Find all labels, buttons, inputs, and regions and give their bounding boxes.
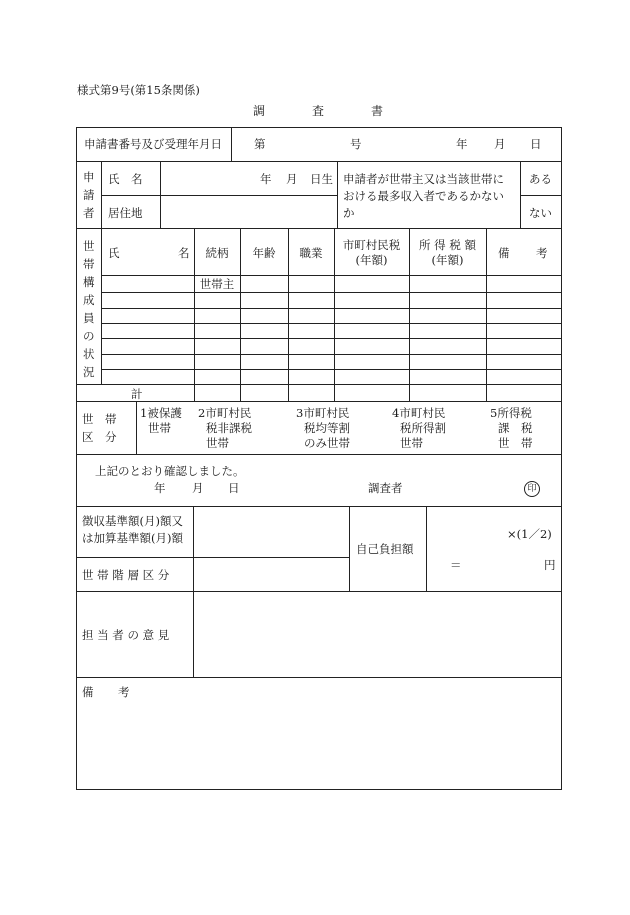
form-frame <box>76 127 562 790</box>
category-label-2: 区 分 <box>82 430 117 444</box>
line-yesno-mid <box>520 195 562 196</box>
col-name-1: 氏 <box>108 246 120 260</box>
total-label: 計 <box>131 387 143 401</box>
col-remarks-1: 備 <box>498 246 510 260</box>
line-burden-inner <box>76 557 349 558</box>
category-opt4-l3: 世帯 <box>400 436 423 450</box>
household-side-2: 帯 <box>83 257 95 271</box>
line-row1-divider <box>231 127 232 161</box>
application-year: 年 <box>456 137 468 151</box>
category-opt2-l3: 世帯 <box>206 436 229 450</box>
col-income-1: 所 得 税 額 <box>419 238 476 252</box>
standard-amount-l2: は加算基準額(月)額 <box>82 531 183 545</box>
line-category-label <box>136 401 137 454</box>
opinion-label: 担 当 者 の 意 見 <box>82 628 170 642</box>
line-household-row6 <box>101 369 562 370</box>
category-opt2-l2: 税非課税 <box>206 421 252 435</box>
line-applicant-bottom <box>76 228 562 229</box>
birth-day: 日生 <box>310 172 333 186</box>
col-age: 年齢 <box>252 246 276 260</box>
applicant-address-label: 居住地 <box>108 206 143 220</box>
line-household-bottom <box>76 401 562 402</box>
line-household-row4 <box>101 338 562 339</box>
household-side-3: 構 <box>83 275 95 289</box>
line-opinion-bottom <box>76 677 562 678</box>
category-opt1-l2: 世帯 <box>148 421 171 435</box>
seal-stamp: 印 <box>524 481 540 497</box>
line-category-bottom <box>76 454 562 455</box>
remarks-label-2: 考 <box>118 685 130 699</box>
line-burden-mid <box>349 506 350 591</box>
answer-no: ない <box>529 206 552 220</box>
confirm-text: 上記のとおり確認しました。 <box>95 464 245 478</box>
inspector-label: 調査者 <box>368 481 403 495</box>
birth-month: 月 <box>286 172 298 186</box>
application-number-label: 申請書番号及び受理年月日 <box>84 137 222 151</box>
confirm-month: 月 <box>192 481 204 495</box>
line-household-row5 <box>101 354 562 355</box>
line-burden-right <box>426 506 427 591</box>
answer-yes: ある <box>529 172 552 186</box>
application-day: 日 <box>530 137 542 151</box>
line-confirm-bottom <box>76 506 562 507</box>
remarks-label-1: 備 <box>82 685 94 699</box>
category-opt5-l1: 5所得税 <box>490 406 532 420</box>
category-opt4-l2: 税所得割 <box>400 421 446 435</box>
title-char-3: 書 <box>371 104 384 118</box>
confirm-year: 年 <box>154 481 166 495</box>
col-remarks-2: 考 <box>536 246 548 260</box>
application-month: 月 <box>494 137 506 151</box>
confirm-day: 日 <box>228 481 240 495</box>
applicant-side-3: 者 <box>83 206 95 220</box>
household-side-8: 況 <box>83 365 95 379</box>
line-household-side <box>101 228 102 384</box>
application-go: 号 <box>350 137 362 151</box>
applicant-side-2: 請 <box>83 188 95 202</box>
category-opt4-l1: 4市町村民 <box>392 406 446 420</box>
line-row1-bottom <box>76 161 562 162</box>
title-char-2: 査 <box>312 104 325 118</box>
col-tax-2: (年額) <box>355 253 388 267</box>
form-number: 様式第9号(第15条関係) <box>77 83 200 97</box>
line-household-row3 <box>101 323 562 324</box>
col-name-2: 名 <box>178 246 190 260</box>
line-applicant-mid <box>101 195 337 196</box>
ratio-text: ×(1／2) <box>507 527 552 541</box>
category-opt2-l1: 2市町村民 <box>198 406 252 420</box>
line-opinion-label <box>193 591 194 677</box>
category-opt3-l3: のみ世帯 <box>304 436 350 450</box>
yen-unit: 円 <box>544 558 556 572</box>
category-opt1-l1: 1被保護 <box>140 406 182 420</box>
line-household-row2 <box>101 308 562 309</box>
line-burden-label <box>193 506 194 591</box>
question-line-3: か <box>343 206 355 220</box>
line-household-row1 <box>101 292 562 293</box>
household-side-6: の <box>83 329 95 343</box>
category-label-1: 世 帯 <box>82 412 117 426</box>
col-job: 職業 <box>299 246 323 260</box>
household-side-7: 状 <box>83 347 95 361</box>
application-dai: 第 <box>254 137 266 151</box>
category-opt3-l1: 3市町村民 <box>296 406 350 420</box>
col-relation: 続柄 <box>205 246 229 260</box>
line-applicant-question <box>337 161 338 228</box>
title-char-1: 調 <box>253 104 266 118</box>
tier-label: 世 帯 階 層 区 分 <box>82 568 170 582</box>
line-household-header <box>101 275 562 276</box>
category-opt5-l2: 課 税 <box>498 421 533 435</box>
col-income-2: (年額) <box>431 253 464 267</box>
category-opt3-l2: 税均等割 <box>304 421 350 435</box>
household-side-1: 世 <box>83 239 95 253</box>
first-relation: 世帯主 <box>199 277 235 291</box>
question-line-2: おける最多収入者であるかない <box>343 189 504 203</box>
line-burden-bottom <box>76 591 562 592</box>
col-tax-1: 市町村民税 <box>342 238 401 252</box>
equals-sign: ＝ <box>450 558 462 572</box>
line-col-remarks <box>486 228 487 401</box>
category-opt5-l3: 世 帯 <box>498 436 533 450</box>
applicant-side-1: 申 <box>83 170 95 184</box>
standard-amount-l1: 徴収基準額(月)額又 <box>82 514 183 528</box>
self-burden-label: 自己負担額 <box>356 542 414 556</box>
applicant-name-label: 氏 名 <box>108 172 143 186</box>
household-side-5: 員 <box>83 311 95 325</box>
question-line-1: 申請者が世帯主又は当該世帯に <box>343 172 504 186</box>
birth-year: 年 <box>260 172 272 186</box>
household-side-4: 成 <box>83 293 95 307</box>
line-household-total <box>76 384 562 385</box>
